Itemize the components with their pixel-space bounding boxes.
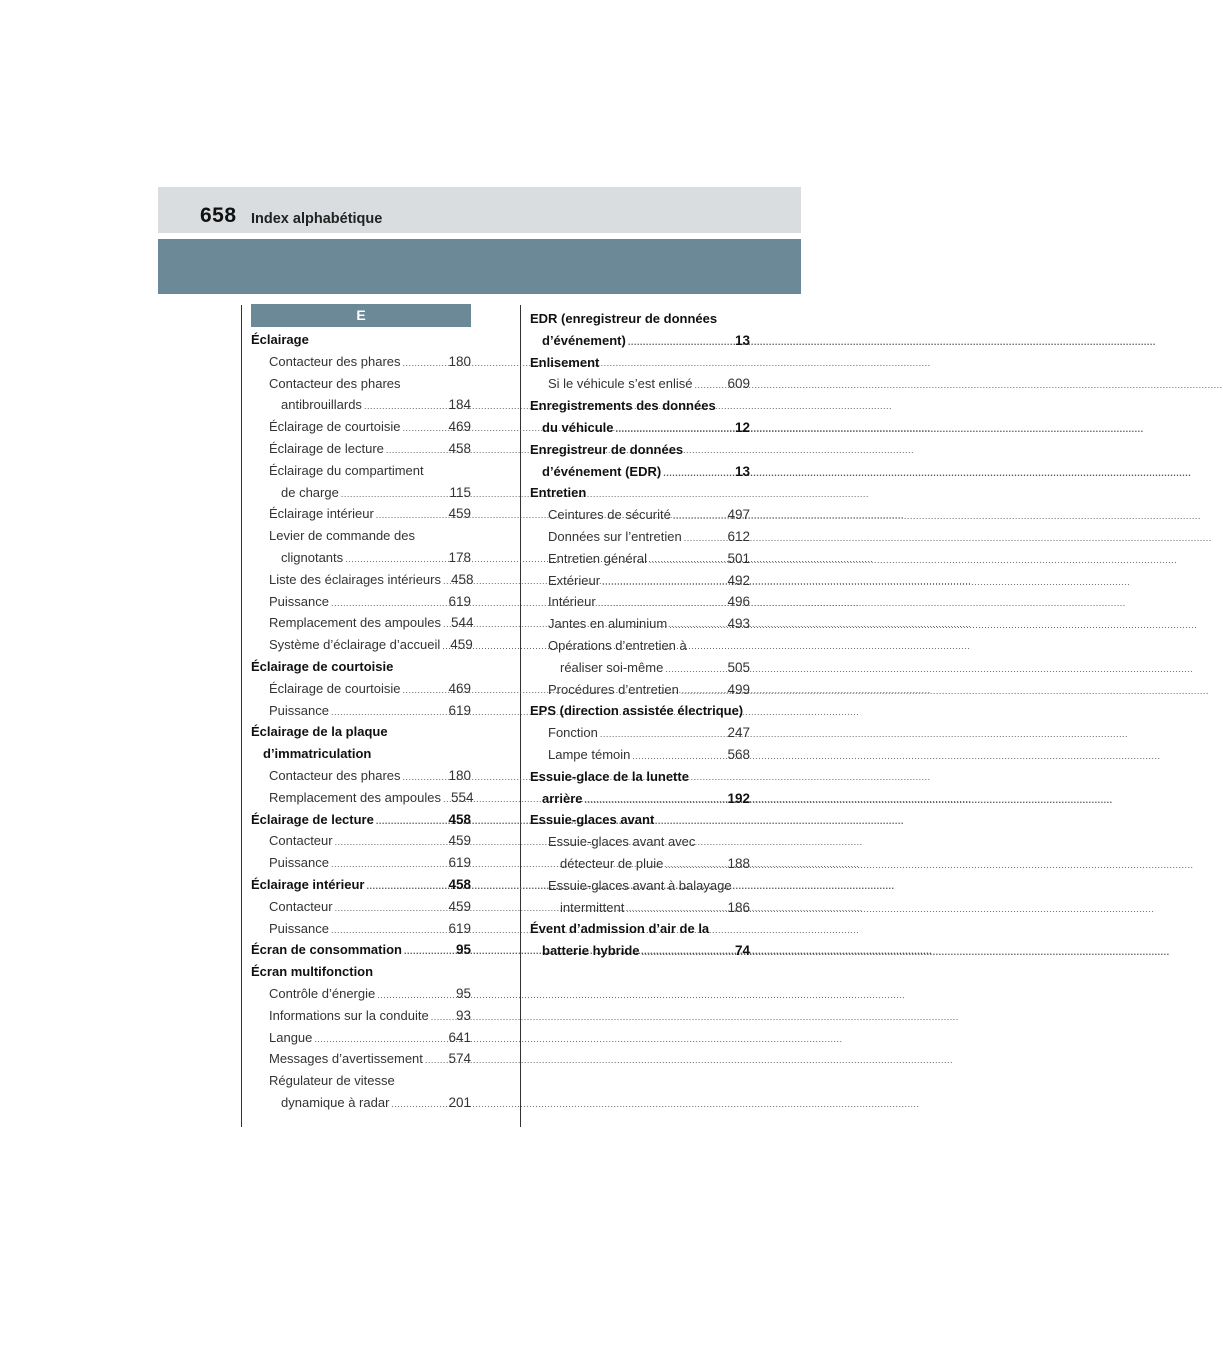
index-entry xyxy=(530,308,750,330)
index-entry-text: Éclairage intérieur xyxy=(269,506,374,522)
index-entry-text: Écran de consommation xyxy=(251,942,402,958)
dot-leader xyxy=(376,505,447,527)
index-page-number[interactable]: 497 xyxy=(727,507,750,523)
index-entry xyxy=(251,591,471,613)
dot-leader xyxy=(364,396,447,418)
index-entry-text: Essuie-glaces avant xyxy=(530,812,655,828)
index-page-number[interactable]: 619 xyxy=(448,920,471,936)
index-entry-text: Données sur l’entretien xyxy=(548,528,682,544)
index-entry xyxy=(530,613,750,635)
index-page-number[interactable]: 93 xyxy=(455,1007,471,1023)
index-entry xyxy=(251,525,471,547)
dot-leader xyxy=(632,746,725,768)
index-entry xyxy=(530,330,750,352)
index-entry xyxy=(530,744,750,766)
index-entry xyxy=(251,721,471,743)
index-entry xyxy=(530,657,750,679)
index-page-number[interactable]: 619 xyxy=(448,702,471,718)
dot-leader xyxy=(649,550,725,572)
index-page-number[interactable]: 180 xyxy=(448,353,471,369)
index-page-number[interactable]: 186 xyxy=(727,899,750,915)
index-page-number[interactable]: 641 xyxy=(448,1029,471,1045)
index-page-number[interactable]: 554 xyxy=(450,789,474,805)
index-page-number[interactable]: 459 xyxy=(448,898,471,914)
index-entry xyxy=(530,918,750,940)
index-entry xyxy=(251,896,471,918)
index-entry-text: Intérieur xyxy=(548,594,596,610)
index-entry-text: clignotants xyxy=(281,549,344,565)
page-number: 658 xyxy=(200,204,237,227)
index-page-number[interactable]: 74 xyxy=(734,943,750,959)
index-page-number[interactable]: 458 xyxy=(448,811,471,827)
index-entry-text: Contacteur xyxy=(269,833,333,849)
dot-leader xyxy=(431,1007,454,1029)
index-page-number[interactable]: 178 xyxy=(448,549,471,565)
index-entry xyxy=(251,787,474,809)
dot-leader xyxy=(665,855,725,877)
page-title: Index alphabétique xyxy=(251,211,383,227)
index-page-number[interactable]: 459 xyxy=(450,637,473,653)
index-entry xyxy=(251,634,471,656)
index-page-number[interactable]: 12 xyxy=(734,419,750,435)
index-entry-text: de charge xyxy=(281,484,339,500)
index-entry-text: Lampe témoin xyxy=(548,746,631,762)
index-entry-text: Éclairage de courtoisie xyxy=(269,419,401,435)
index-entry xyxy=(251,1027,471,1049)
index-entry xyxy=(251,961,471,983)
index-entry xyxy=(530,526,750,548)
index-entry xyxy=(530,352,750,374)
dot-leader xyxy=(681,681,726,703)
dot-leader xyxy=(616,419,733,441)
index-page-number[interactable]: 95 xyxy=(455,985,471,1001)
index-entry xyxy=(251,830,471,852)
index-page-number[interactable]: 493 xyxy=(727,616,750,632)
index-entry-text: batterie hybride xyxy=(542,943,640,959)
index-entry-text: Contrôle d’énergie xyxy=(269,985,376,1001)
index-entry xyxy=(251,351,471,373)
dot-leader xyxy=(391,1094,446,1116)
index-entry-text: arrière xyxy=(542,790,583,806)
index-entry-text: du véhicule xyxy=(542,419,614,435)
index-entry-text: détecteur de pluie xyxy=(560,855,664,871)
index-entry xyxy=(530,395,750,417)
index-page-number[interactable]: 609 xyxy=(727,376,750,392)
index-entry-text: d’événement) xyxy=(542,332,626,348)
index-entry-text: Puissance xyxy=(269,855,329,871)
index-entry xyxy=(530,875,750,897)
index-entry-text: EDR (enregistreur de données xyxy=(530,311,718,326)
index-entry xyxy=(251,700,471,722)
dot-leader xyxy=(425,1050,447,1072)
index-page-number[interactable]: 188 xyxy=(727,855,750,871)
dot-leader xyxy=(443,571,449,593)
index-entry-text: Contacteur des phares xyxy=(269,353,401,369)
dot-leader xyxy=(335,898,447,920)
left-column-rule xyxy=(241,305,242,1127)
index-entry-text: d’immatriculation xyxy=(263,746,372,762)
index-page-number[interactable]: 501 xyxy=(727,550,750,566)
index-entry-text: Remplacement des ampoules xyxy=(269,789,441,805)
index-page-number[interactable]: 192 xyxy=(727,790,750,806)
index-page-number[interactable]: 115 xyxy=(449,484,471,500)
dot-leader xyxy=(626,899,725,921)
dot-leader xyxy=(628,332,733,354)
index-entry-text: Enregistrements des données xyxy=(530,398,716,414)
index-page-number[interactable]: 568 xyxy=(727,746,750,762)
dot-leader xyxy=(335,832,447,854)
index-entry xyxy=(530,897,750,919)
index-page-number[interactable]: 459 xyxy=(448,833,471,849)
index-entry-text: Évent d’admission d’air de la xyxy=(530,921,710,937)
index-entry-text: Éclairage de courtoisie xyxy=(269,680,401,696)
index-entry-text: Éclairage intérieur xyxy=(251,876,365,892)
index-entry xyxy=(530,788,750,810)
index-entry-text: Entretien xyxy=(530,485,587,501)
dot-leader xyxy=(684,528,726,550)
dot-leader xyxy=(341,484,448,506)
index-entry-text: d’événement (EDR) xyxy=(542,463,662,479)
index-entry xyxy=(530,722,750,744)
dot-leader xyxy=(376,811,447,833)
index-entry-text: Puissance xyxy=(269,593,329,609)
index-page-number[interactable]: 619 xyxy=(448,593,471,609)
dot-leader xyxy=(404,941,454,963)
dot-leader xyxy=(331,593,446,615)
index-entry xyxy=(530,591,750,613)
index-entry xyxy=(530,439,750,461)
index-entry-text: Extérieur xyxy=(548,572,601,588)
index-entry xyxy=(251,1070,471,1092)
index-entry-text: antibrouillards xyxy=(281,397,362,413)
index-entry xyxy=(251,678,471,700)
index-entry xyxy=(251,612,474,634)
dot-leader xyxy=(314,1029,446,1051)
index-entry-text: Informations sur la conduite xyxy=(269,1007,429,1023)
index-entry-text: Si le véhicule s’est enlisé xyxy=(548,376,693,392)
index-entry xyxy=(251,438,471,460)
index-entry-text: Éclairage de courtoisie xyxy=(251,658,394,674)
index-entry-text: Éclairage de lecture xyxy=(251,811,374,827)
dot-leader xyxy=(377,985,454,1007)
index-entry xyxy=(530,548,750,570)
index-entry-text: Contacteur xyxy=(269,898,333,914)
index-page-number[interactable]: 499 xyxy=(727,681,750,697)
index-entry xyxy=(530,853,750,875)
index-entry-text: Essuie-glaces avant avec xyxy=(548,834,696,850)
dot-leader xyxy=(403,418,447,440)
dot-leader xyxy=(331,702,446,724)
index-page-number[interactable]: 247 xyxy=(727,725,750,741)
dot-leader xyxy=(331,854,446,876)
dot-leader xyxy=(669,615,725,637)
index-page-number[interactable]: 492 xyxy=(727,572,750,588)
dot-leader xyxy=(598,593,726,615)
index-entry-text: Messages d’avertissement xyxy=(269,1051,423,1067)
index-entry xyxy=(251,503,471,525)
index-entry xyxy=(530,940,750,962)
index-entry-text: Éclairage du compartiment xyxy=(269,462,424,478)
index-entry xyxy=(251,918,471,940)
dot-leader xyxy=(443,789,449,811)
index-entry xyxy=(251,983,471,1005)
dot-leader xyxy=(331,920,446,942)
index-entry-text: réaliser soi-même xyxy=(560,659,664,675)
index-entry-text: Fonction xyxy=(548,725,598,741)
index-page-number[interactable]: 13 xyxy=(734,463,750,479)
index-entry xyxy=(251,1005,471,1027)
dot-leader xyxy=(695,375,726,397)
dot-leader xyxy=(403,353,447,375)
index-entry xyxy=(251,373,471,395)
index-entry-text: Opérations d’entretien à xyxy=(548,637,687,653)
index-page-number[interactable]: 574 xyxy=(448,1051,471,1067)
index-entry xyxy=(251,939,471,961)
index-entry-text: intermittent xyxy=(560,899,625,915)
dot-leader xyxy=(584,790,725,812)
index-entry xyxy=(251,547,471,569)
index-entry-text: Éclairage de la plaque xyxy=(251,724,388,740)
index-entry xyxy=(251,656,471,678)
index-entry xyxy=(251,1092,471,1114)
index-page-number[interactable]: 95 xyxy=(455,942,471,958)
index-entry xyxy=(530,461,750,483)
index-entry-text: Système d’éclairage d’accueil xyxy=(269,637,441,653)
index-entry xyxy=(251,394,471,416)
index-entry xyxy=(251,416,471,438)
index-entry-text: Liste des éclairages intérieurs xyxy=(269,571,441,587)
dot-leader xyxy=(602,572,725,594)
index-entry-text: Écran multifonction xyxy=(251,964,374,980)
dot-leader xyxy=(673,506,726,528)
index-letter-tab: E xyxy=(251,304,471,327)
index-page-number[interactable]: 458 xyxy=(450,571,474,587)
index-page-number[interactable]: 505 xyxy=(727,659,750,675)
index-entry xyxy=(251,460,471,482)
index-entry-text: Régulateur de vitesse xyxy=(269,1073,395,1089)
index-page-number[interactable]: 13 xyxy=(734,332,750,348)
index-entry-text: Puissance xyxy=(269,702,329,718)
index-entry xyxy=(251,743,471,765)
index-entry-text: Levier de commande des xyxy=(269,528,415,544)
index-page-number[interactable]: 184 xyxy=(448,397,471,413)
dot-leader xyxy=(345,549,446,571)
index-page-number[interactable]: 469 xyxy=(448,680,471,696)
index-entry xyxy=(530,831,750,853)
index-entry xyxy=(530,482,750,504)
dot-leader xyxy=(403,680,447,702)
index-entry xyxy=(251,482,471,504)
index-entry-text: Puissance xyxy=(269,920,329,936)
dot-leader xyxy=(366,876,446,898)
index-entry xyxy=(251,852,471,874)
dot-leader xyxy=(600,724,726,746)
index-entry-text: EPS (direction assistée électrique) xyxy=(530,703,744,719)
index-entry xyxy=(251,1048,471,1070)
index-entry-text: Entretien général xyxy=(548,550,648,566)
index-entry-text: Contacteur des phares xyxy=(269,767,401,783)
index-page-number[interactable]: 619 xyxy=(448,855,471,871)
index-entry xyxy=(530,417,750,439)
index-entry xyxy=(530,809,750,831)
index-entry-text: Ceintures de sécurité xyxy=(548,507,671,523)
index-entry-text: Remplacement des ampoules xyxy=(269,615,441,631)
dot-leader xyxy=(442,636,448,658)
index-entry-text: Enlisement xyxy=(530,354,600,370)
index-entry-text: Enregistreur de données xyxy=(530,441,684,457)
index-entry-text: Essuie-glace de la lunette xyxy=(530,768,689,784)
dot-leader xyxy=(665,659,725,681)
dot-leader xyxy=(663,463,733,485)
dot-leader xyxy=(642,942,733,964)
index-page-number[interactable]: 180 xyxy=(448,767,471,783)
index-entry xyxy=(251,569,474,591)
index-entry xyxy=(530,570,750,592)
index-column-right xyxy=(530,308,750,962)
index-entry-text: Procédures d’entretien xyxy=(548,681,679,697)
index-page-number[interactable]: 458 xyxy=(448,440,471,456)
index-entry-text: Langue xyxy=(269,1029,313,1045)
index-entry-text: Essuie-glaces avant à balayage xyxy=(548,877,732,893)
index-entry xyxy=(530,635,750,657)
index-entry-text: Jantes en aluminium xyxy=(548,616,668,632)
index-entry-text: Contacteur des phares xyxy=(269,375,401,391)
index-entry xyxy=(530,679,750,701)
index-page-number[interactable]: 469 xyxy=(448,419,471,435)
index-page-number[interactable]: 612 xyxy=(727,528,750,544)
index-entry-text: Éclairage xyxy=(251,332,309,347)
index-entry xyxy=(530,373,750,395)
header-color-band xyxy=(158,239,801,294)
index-entry xyxy=(530,766,750,788)
index-entry xyxy=(530,504,750,526)
dot-leader xyxy=(386,440,447,462)
index-page-number[interactable]: 201 xyxy=(448,1094,471,1110)
index-entry-text: dynamique à radar xyxy=(281,1094,390,1110)
index-entry xyxy=(530,700,750,722)
index-column-left xyxy=(251,329,474,1114)
index-entry xyxy=(251,809,471,831)
index-entry xyxy=(251,329,471,351)
dot-leader xyxy=(443,614,449,636)
dot-leader xyxy=(403,767,447,789)
index-page-number[interactable]: 544 xyxy=(450,615,474,631)
index-page-number[interactable]: 459 xyxy=(448,506,471,522)
index-page-number[interactable]: 458 xyxy=(448,876,471,892)
index-page-number[interactable]: 496 xyxy=(727,594,750,610)
index-entry xyxy=(251,874,471,896)
index-entry-text: Éclairage de lecture xyxy=(269,440,384,456)
index-entry xyxy=(251,765,471,787)
